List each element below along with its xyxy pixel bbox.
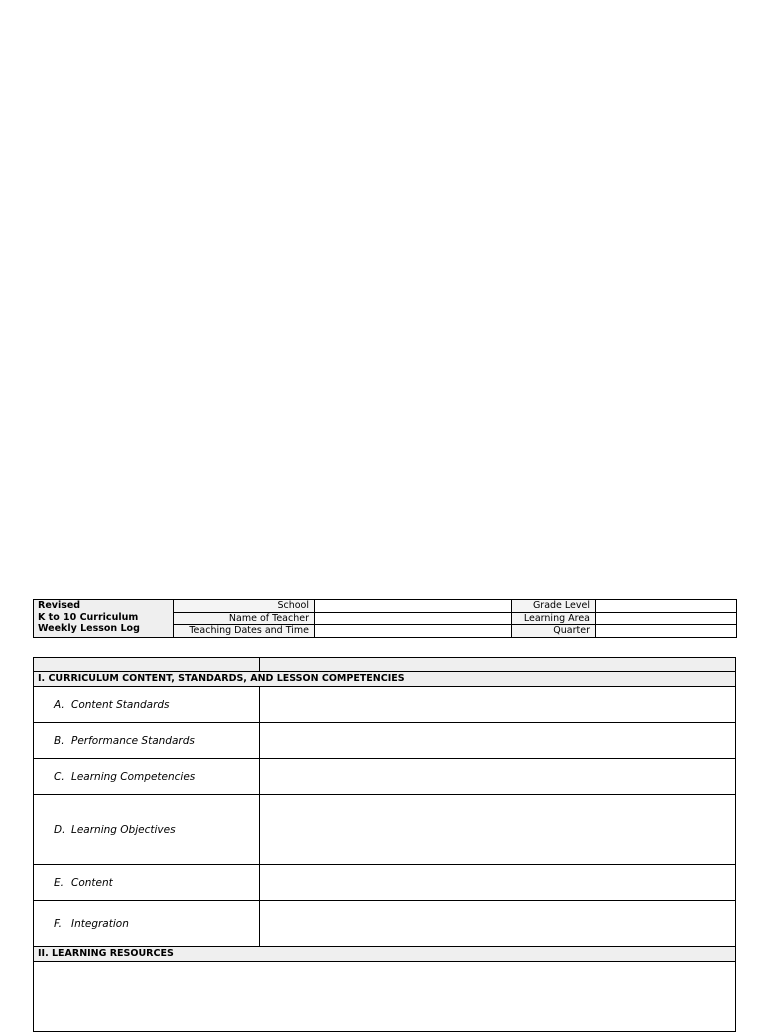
- teacher-name-label: Name of Teacher: [174, 612, 315, 625]
- teaching-dates-field[interactable]: [315, 625, 512, 638]
- table-top-row: [34, 658, 736, 672]
- table-row: [34, 962, 736, 1032]
- quarter-field[interactable]: [596, 625, 737, 638]
- item-label: Content: [71, 876, 113, 889]
- grade-level-field[interactable]: [596, 600, 737, 613]
- school-label: School: [174, 600, 315, 613]
- learning-resources-field[interactable]: [34, 962, 736, 1032]
- item-label: Learning Objectives: [71, 823, 176, 836]
- integration-label: [34, 901, 260, 947]
- top-left-cell: [34, 658, 260, 672]
- title-line-curriculum: K to 10 Curriculum: [38, 611, 139, 623]
- item-letter: A.: [54, 698, 65, 711]
- table-row: [34, 723, 736, 759]
- teacher-name-field[interactable]: [315, 612, 512, 625]
- content-field[interactable]: [260, 865, 736, 901]
- learning-objectives-field[interactable]: [260, 795, 736, 865]
- learning-area-field[interactable]: [596, 612, 737, 625]
- performance-standards-label: [34, 723, 260, 759]
- table-row: [34, 795, 736, 865]
- learning-competencies-label: [34, 759, 260, 795]
- quarter-label: Quarter: [512, 625, 596, 638]
- item-letter: E.: [54, 876, 64, 889]
- title-line-revised: Revised: [38, 600, 81, 611]
- performance-standards-field[interactable]: [260, 723, 736, 759]
- item-letter: C.: [54, 770, 65, 783]
- item-letter: D.: [54, 823, 66, 836]
- section-curriculum-content-heading: I. CURRICULUM CONTENT, STANDARDS, AND LESSON COMPETENCIES: [34, 672, 736, 687]
- top-right-cell: [260, 658, 736, 672]
- lesson-plan-table: [33, 657, 736, 1032]
- content-label: [34, 865, 260, 901]
- item-label: Content Standards: [71, 698, 170, 711]
- section-learning-resources-heading: II. LEARNING RESOURCES: [34, 947, 736, 962]
- learning-objectives-label: [34, 795, 260, 865]
- item-letter: B.: [54, 734, 65, 747]
- title-line-weekly-lesson-log: Weekly Lesson Log: [38, 623, 140, 634]
- school-field[interactable]: [315, 600, 512, 613]
- item-label: Performance Standards: [71, 734, 195, 747]
- teaching-dates-label: Teaching Dates and Time: [174, 625, 315, 638]
- item-letter: F.: [54, 917, 63, 930]
- learning-competencies-field[interactable]: [260, 759, 736, 795]
- learning-area-label: Learning Area: [512, 612, 596, 625]
- table-row: [34, 759, 736, 795]
- lesson-log-header-table: [33, 599, 737, 638]
- item-label: Integration: [71, 917, 129, 930]
- content-standards-label: [34, 687, 260, 723]
- document-title: [34, 600, 174, 638]
- content-standards-field[interactable]: [260, 687, 736, 723]
- table-row: [34, 687, 736, 723]
- table-row: [34, 901, 736, 947]
- table-row: [34, 865, 736, 901]
- grade-level-label: Grade Level: [512, 600, 596, 613]
- integration-field[interactable]: [260, 901, 736, 947]
- item-label: Learning Competencies: [71, 770, 196, 783]
